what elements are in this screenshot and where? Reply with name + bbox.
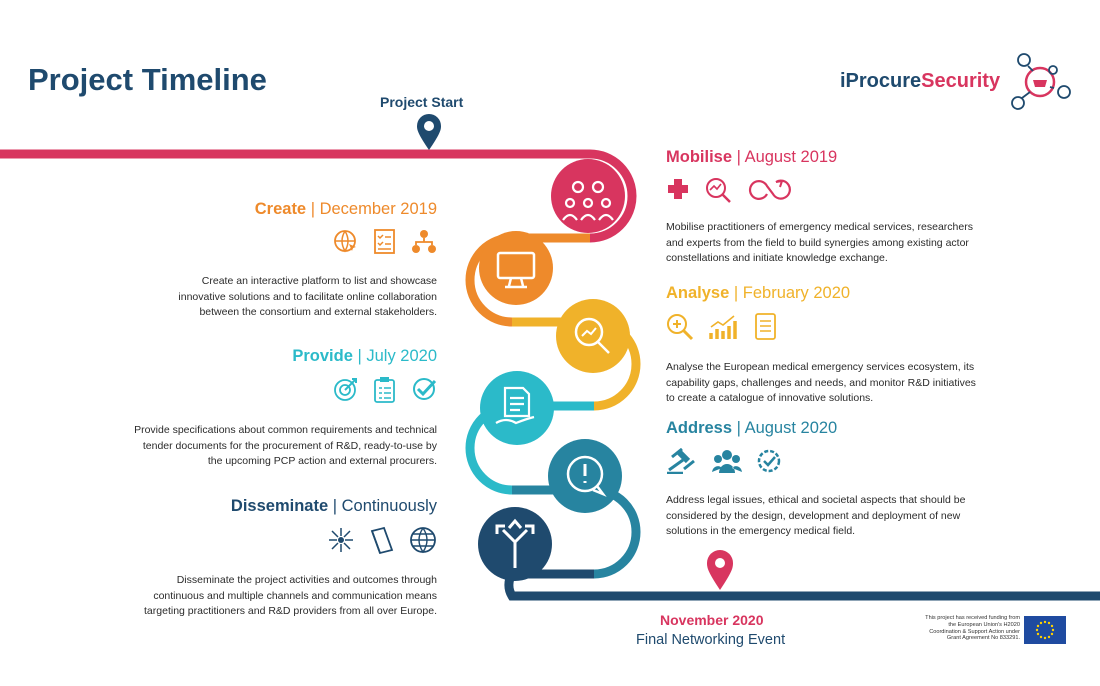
- phase-create: [178, 200, 437, 321]
- phase-disseminate: [144, 497, 437, 620]
- phase-description: [666, 493, 965, 540]
- check-circle-icon: [411, 376, 437, 409]
- funding-line: Coordination & Support Action under: [929, 628, 1020, 635]
- target-icon: [333, 376, 359, 409]
- logo-text-part2: Security: [921, 70, 1001, 92]
- document-list-icon: [754, 313, 778, 346]
- phase-heading: Disseminate | Continuously: [230, 497, 437, 515]
- start-pin-icon: [417, 114, 441, 150]
- phase-node-analyse: [556, 299, 630, 373]
- eu-flag-icon: [1024, 616, 1066, 644]
- phase-description: [666, 220, 973, 267]
- phase-icons: [144, 526, 437, 559]
- phase-node-disseminate: [478, 507, 552, 581]
- end-date: November 2020: [660, 612, 764, 628]
- phase-description: [178, 274, 437, 321]
- phase-date: December 2019: [319, 200, 437, 218]
- phase-text-line: innovative solutions and to facilitate online collaboration: [178, 290, 437, 303]
- phase-text-line: the upcoming PCP action and external procurers.: [207, 455, 437, 467]
- end-event: Final Networking Event: [636, 632, 786, 648]
- phase-icons: [666, 448, 965, 479]
- end-pin-icon: [707, 550, 733, 590]
- phase-date: Continuously: [341, 497, 437, 515]
- phase-node-provide: [480, 371, 554, 445]
- globe-icon: [409, 526, 437, 559]
- phase-text-line: capability gaps, challenges and needs, and monitor R&D initiatives: [666, 376, 976, 389]
- brochure-icon: [369, 526, 395, 559]
- phase-name: Mobilise: [666, 148, 733, 166]
- bar-chart-icon: [708, 313, 740, 346]
- clipboard-icon: [373, 376, 397, 409]
- zoom-plus-icon: [666, 313, 694, 346]
- phase-icons: [666, 313, 976, 346]
- phase-text-line: considered by the design, development and deployment of new: [666, 509, 961, 522]
- phase-name: Disseminate: [230, 497, 329, 515]
- phase-text-line: and experts from the field to build synergies among existing actor: [666, 236, 969, 249]
- funding-line: the European Union's H2020: [948, 621, 1020, 628]
- phase-node-address: [548, 439, 622, 513]
- phase-description: [134, 423, 437, 470]
- logo-text-part1: iProcure: [840, 70, 922, 92]
- magnifier-chart-icon: [704, 177, 732, 208]
- phase-heading: Analyse | February 2020: [666, 284, 851, 302]
- phase-heading: Create | December 2019: [254, 200, 437, 218]
- handshake-icon: [746, 177, 794, 208]
- phase-node-mobilise: [551, 159, 625, 233]
- phase-text-line: continuous and multiple channels and communication means: [153, 589, 437, 602]
- phase-name: Provide: [292, 347, 353, 365]
- page-title: Project Timeline: [28, 62, 267, 97]
- phase-date: July 2020: [366, 347, 437, 365]
- globe-cursor-icon: [333, 229, 359, 260]
- phase-text-line: Disseminate the project activities and outcomes through: [176, 574, 437, 586]
- phase-date: February 2020: [742, 284, 851, 302]
- project-start-label: Project Start: [380, 94, 464, 110]
- phase-icons: [134, 376, 437, 409]
- hierarchy-icon: [411, 229, 437, 260]
- phase-node-create: [479, 231, 553, 305]
- phase-name: Address: [666, 419, 733, 437]
- badge-check-icon: [756, 448, 782, 479]
- phase-date: August 2020: [744, 419, 838, 437]
- phase-text-line: constellations and initiate knowledge exchange.: [666, 252, 888, 264]
- phase-text-line: Address legal issues, ethical and societal aspects that should be: [666, 494, 966, 506]
- phase-text-line: Analyse the European medical emergency services ecosystem, its: [666, 361, 975, 373]
- phase-date: August 2019: [744, 148, 838, 166]
- phase-description: [144, 573, 437, 620]
- phase-icons: [666, 177, 973, 208]
- phase-text-line: targeting practitioners and R&D providers from all over Europe.: [144, 605, 437, 617]
- phase-name: Analyse: [666, 284, 730, 302]
- phase-heading: Provide | July 2020: [292, 347, 437, 365]
- phase-icons: [178, 229, 437, 260]
- phase-mobilise: [666, 148, 973, 267]
- phase-text-line: Create an interactive platform to list and showcase: [201, 275, 437, 287]
- gavel-icon: [666, 448, 698, 479]
- phase-analyse: [666, 284, 976, 407]
- phase-heading: Mobilise | August 2019: [666, 148, 838, 166]
- phase-text-line: to create a catalogue of innovative solutions.: [666, 392, 874, 404]
- medical-cross-icon: [666, 177, 690, 208]
- checklist-icon: [373, 229, 397, 260]
- phase-text-line: solutions in the emergency medical field.: [666, 525, 856, 537]
- people-group-icon: [712, 448, 742, 479]
- funding-line: This project has received funding from: [925, 615, 1020, 621]
- phase-text-line: Mobilise practitioners of emergency medical services, researchers: [666, 221, 973, 233]
- phase-provide: [134, 347, 437, 470]
- phase-address: [666, 419, 965, 540]
- phase-name: Create: [254, 200, 307, 218]
- logo-emblem-icon: [1012, 54, 1070, 109]
- phase-text-line: between the consortium and external stakeholders.: [199, 306, 437, 318]
- arrows-spread-icon: [327, 526, 355, 559]
- funding-note: [880, 615, 1020, 642]
- funding-line: Grant Agreement No 833291.: [946, 635, 1020, 642]
- phase-heading: Address | August 2020: [666, 419, 838, 437]
- phase-text-line: Provide specifications about common requirements and technical: [134, 424, 437, 436]
- logo: [840, 70, 1000, 93]
- phase-description: [666, 360, 976, 407]
- phase-text-line: tender documents for the procurement of R&D, ready-to-use by: [142, 439, 437, 452]
